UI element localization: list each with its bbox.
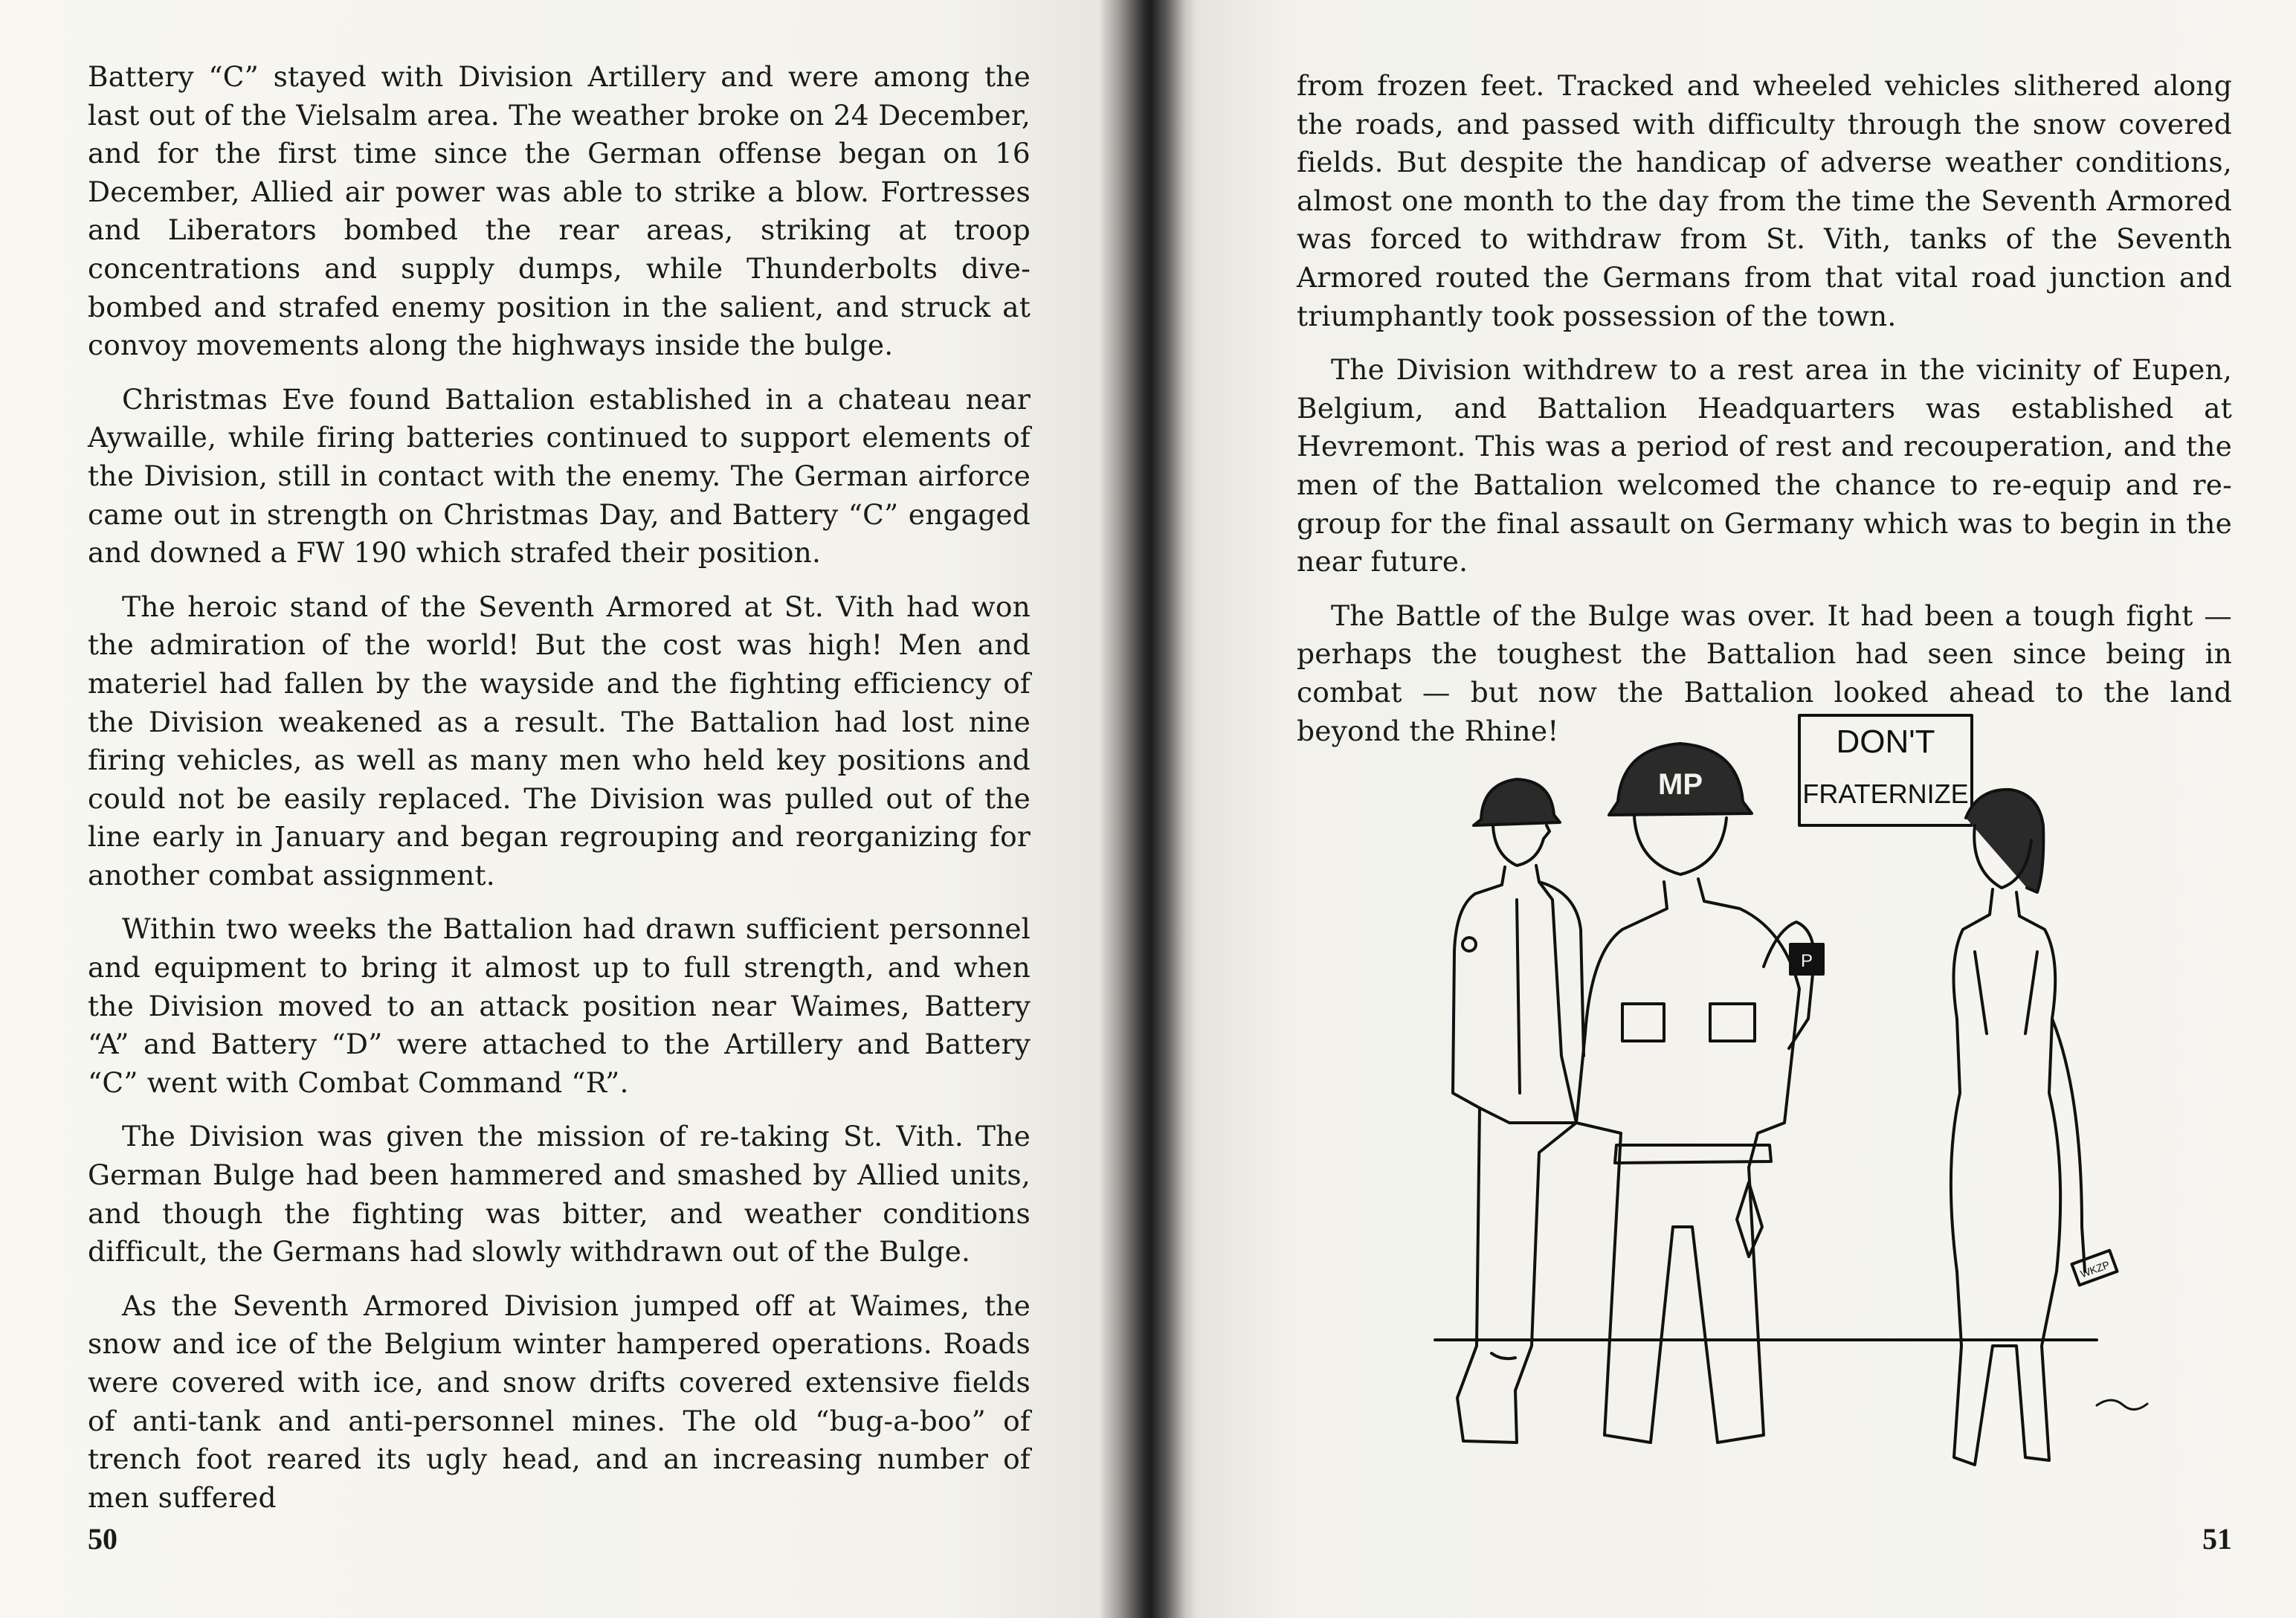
soldier-figure (1453, 779, 1584, 1443)
soldier-waist (1480, 1108, 1576, 1123)
page-number-right: 51 (2202, 1522, 2232, 1556)
woman-card-label: WKZP (2078, 1258, 2112, 1280)
paragraph: Battery “C” stayed with Division Artillery and were among the last out of the Vielsalm area. The weather broke on 24 December, and for the first time since the German offense began on 16 December, Allied air power was able to strike a blow. Fortresses and Liberators bombed the rear areas, striking at troop concentrations and supply dumps, while Thunderbolts dive-bombed and strafed enemy position in the salient, and struck at convoy movements along the highways inside the bulge. (88, 60, 1031, 362)
paragraph: Christmas Eve found Battalion established in a chateau near Aywaille, while firing batteries continued to support elements of the Division, still in contact with the enemy. The German airforce came out in strength on Christmas Day, and Battery “C” engaged and downed a FW 190 which strafed their position. (88, 382, 1031, 570)
cartoon-illustration (1428, 706, 2179, 1495)
paragraph: The Division was given the mission of re-taking St. Vith. The German Bulge had been hammered and smashed by Allied units, and though the fighting was bitter, and weather conditions difficult, the Germans had slowly withdrawn out of the Bulge. (88, 1120, 1031, 1269)
soldier-face (1493, 825, 1550, 866)
sign-line1: DON'T (1836, 723, 1935, 760)
book-gutter (1100, 0, 1197, 1618)
dont-fraternize-sign (1799, 715, 1972, 825)
sign-line2: FRATERNIZE (1802, 779, 1969, 809)
mp-figure (1576, 744, 1823, 1443)
paragraph: As the Seventh Armored Division jumped off at Waimes, the snow and ice of the Belgium winter hampered operations. Roads were covered with ice, and snow drifts covered extensive fields of anti-tank and anti-personnel mines. The old “bug-a-boo” of trench foot reared its ugly head, and an increasing number of men suffered (88, 1289, 1031, 1514)
mp-pocket-right (1710, 1004, 1755, 1041)
mp-helmet-label: MP (1658, 768, 1703, 801)
right-page-text (1297, 67, 2232, 766)
page-number-left: 50 (88, 1522, 117, 1556)
soldier-helmet (1474, 779, 1560, 825)
artist-signature (2097, 1400, 2147, 1410)
paragraph: from frozen feet. Tracked and wheeled vehicles slithered along the roads, and passed with difficulty through the snow covered fields. But despite the handicap of adverse weather conditions, almost one month to the day from the time the Seventh Armored was forced to withdraw from St. Vith, tanks of the Seventh Armored routed the Germans from that vital road junction and triumphantly took possession of the town. (1297, 69, 2232, 332)
mp-face (1634, 816, 1726, 874)
paragraph: The Battle of the Bulge was over. It had been a tough fight — perhaps the toughest the Battalion had seen since being in combat — but now the Battalion looked ahead to the land beyond the Rhine! (1297, 599, 2232, 747)
woman-figure (1951, 790, 2118, 1465)
mp-armband-label: P (1800, 951, 1813, 971)
mp-pocket-left (1622, 1004, 1664, 1041)
paragraph: Within two weeks the Battalion had drawn sufficient personnel and equipment to bring it almost up to full strength, and when the Division moved to an attack position near Waimes, Battery “A” and Battery “D” were attached to the Artillery and Battery “C” went with Combat Command “R”. (88, 912, 1031, 1099)
mp-belt (1615, 1145, 1771, 1163)
left-page-text (88, 58, 1031, 1532)
paragraph: The heroic stand of the Seventh Armored at St. Vith had won the admiration of the world! But the cost was high! Men and materiel had fallen by the wayside and the fighting efficiency of the Division weakened as a result. The Battalion had lost nine firing vehicles, as well as many men who held key positions and could not be easily replaced. The Division was pulled out of the line early in January and began regrouping and reorganizing for another combat assignment. (88, 590, 1031, 892)
paragraph: The Division withdrew to a rest area in the vicinity of Eupen, Belgium, and Battalion Headquarters was established at Hevremont. This was a period of rest and recouperation, and the men of the Battalion welcomed the chance to re-equip and re-group for the final assault on Germany which was to begin in the near future. (1297, 353, 2232, 578)
